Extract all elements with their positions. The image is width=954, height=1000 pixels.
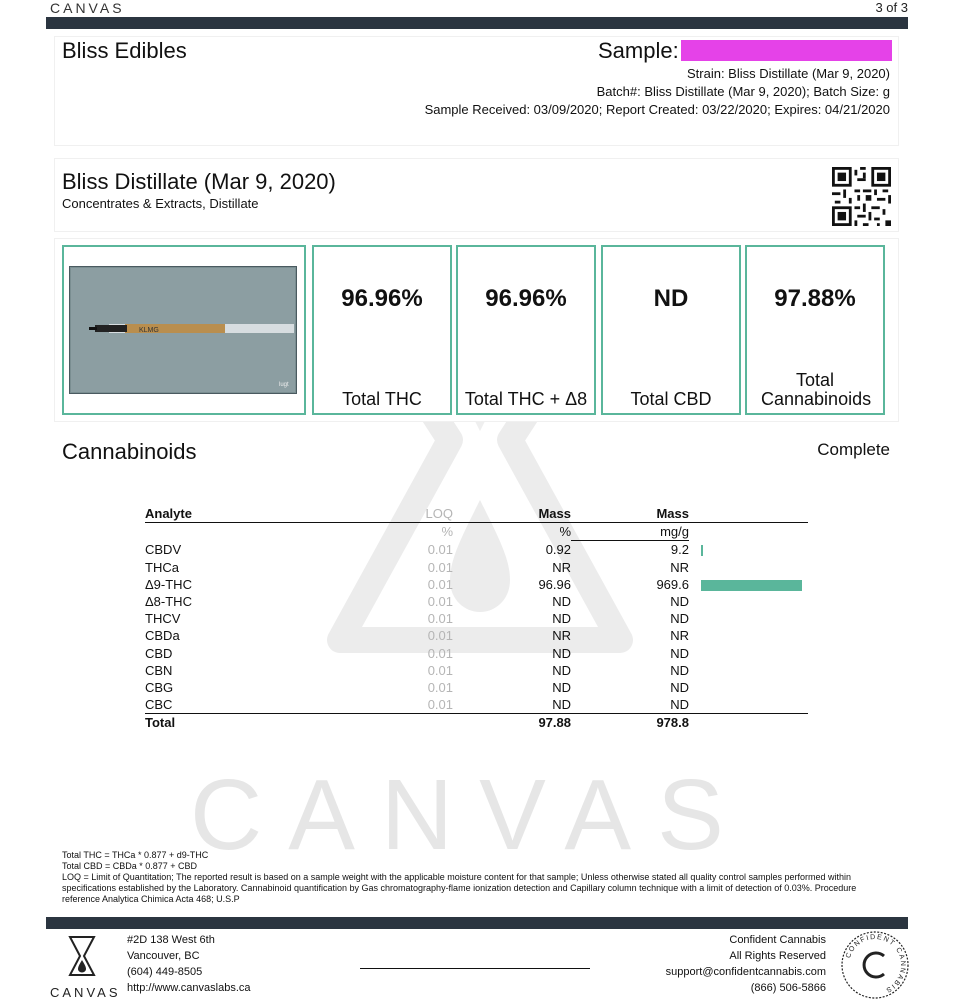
seal-text: CONFIDENT CANNABIS [844,933,907,994]
mass-pct-cell: 96.96 [538,576,571,592]
product-photo[interactable] [69,266,297,394]
kpi-label: Total THC [342,389,422,409]
loq-cell: 0.01 [427,645,453,661]
kpi-total-thc-d8 [456,245,596,415]
analyte-cell: THCa [145,559,179,575]
mass-pct-cell: ND [552,594,571,610]
footer-brand: CANVAS [50,985,121,1000]
table-row [145,593,808,610]
mass-pct-cell: ND [552,697,571,713]
total-label: Total [145,714,385,732]
footer-company [666,932,826,996]
note-total-cbd: Total CBD = CBDa * 0.877 + CBD [62,861,198,871]
analyte-header: Analyte [145,505,385,523]
table-row [145,627,808,644]
mass-pct-cell: NR [552,559,571,575]
table-row [145,696,808,714]
table-row [145,610,808,627]
product-category: Concentrates & Extracts, Distillate [62,196,259,211]
address-line: Vancouver, BC [127,950,200,962]
footer-address [127,932,251,996]
mass-pct-cell: ND [552,611,571,627]
mass-pct-cell: NR [552,628,571,644]
kpi-value: ND [653,285,689,312]
kpi-label: Total THC + Δ8 [464,389,588,409]
mass-mg-cell: 9.2 [670,542,689,558]
mass-pct-unit: % [559,524,571,540]
mass-bar-cell [689,696,808,714]
mass-bar-cell [689,679,808,696]
footer-bar [46,917,908,929]
canvas-logo-icon [66,934,98,978]
support-phone: (866) 506-5866 [750,982,826,994]
batch-line: Batch#: Bliss Distillate (Mar 9, 2020); Batch Size: g [596,84,890,99]
mass-mg-cell: ND [670,697,689,713]
mass-bar-cell [689,610,808,627]
page-indicator: 3 of 3 [875,0,908,15]
kpi-value: 96.96% [341,285,423,312]
kpi-label: Total Cannabinoids [761,370,872,409]
mass-bar [701,545,703,556]
kpi-total-cbd [601,245,741,415]
total-pct: 97.88 [453,714,571,732]
mass-bar-cell [689,593,808,610]
mass-mg-cell: ND [670,662,689,678]
total-row [145,714,808,732]
cannabinoids-status: Complete [817,440,890,459]
photo-watermark-text: lugt [279,382,289,388]
rights-line: All Rights Reserved [729,950,826,962]
table-row [145,662,808,679]
loq-cell: 0.01 [427,697,453,713]
analyte-cell: CBD [145,645,173,661]
mass-bar-cell [689,662,808,679]
canvas-watermark-text: CANVAS [190,759,750,871]
client-name: Bliss Edibles [62,38,187,63]
company-name: Confident Cannabis [729,934,826,946]
address-line: #2D 138 West 6th [127,934,215,946]
mass-bar [701,580,802,591]
analyte-cell: CBC [145,697,173,713]
kpi-total-cannabinoids [745,245,885,415]
header-bar [46,17,908,29]
loq-header: LOQ [385,505,453,523]
mass-mg-cell: 969.6 [656,576,689,592]
loq-cell: 0.01 [427,542,453,558]
mass-bar-cell [689,559,808,576]
mass-pct-cell: ND [552,662,571,678]
cannabinoids-title: Cannabinoids [62,439,197,464]
mass-mg-cell: ND [670,611,689,627]
kpi-value: 96.96% [485,285,567,312]
analyte-cell: Δ8-THC [145,594,192,610]
cannabinoids-table [145,505,808,732]
mass-pct-cell: ND [552,680,571,696]
table-header-row [145,505,808,523]
table-row [145,576,808,593]
loq-cell: 0.01 [427,576,453,592]
table-row [145,559,808,576]
mass-mg-header: Mass [571,505,689,523]
mass-mg-cell: NR [670,559,689,575]
note-total-thc: Total THC = THCa * 0.877 + d9-THC [62,850,209,860]
kpi-value: 97.88% [774,285,856,312]
signature-line [360,968,590,969]
sample-redaction [681,40,892,61]
units-row [145,523,808,541]
analyte-cell: Δ9-THC [145,576,192,592]
analyte-cell: CBN [145,662,173,678]
photo-syringe-text: KLMG [139,327,159,334]
kpi-total-thc [312,245,452,415]
loq-cell: 0.01 [427,662,453,678]
analyte-cell: CBDa [145,628,180,644]
brand-logo-text: CANVAS [50,0,125,16]
mass-pct-cell: 0.92 [545,542,571,558]
mass-mg-cell: ND [670,645,689,661]
table-row [145,679,808,696]
loq-cell: 0.01 [427,680,453,696]
total-mg: 978.8 [571,714,689,732]
support-email-link[interactable]: support@confidentcannabis.com [665,966,826,978]
analyte-cell: CBG [145,680,174,696]
mass-bar-cell [689,576,808,593]
bar-header [689,505,808,523]
qr-code[interactable] [832,167,891,226]
website-link[interactable]: http://www.canvaslabs.ca [127,982,251,994]
table-row [145,541,808,559]
loq-cell: 0.01 [427,628,453,644]
loq-unit: % [441,524,453,540]
mass-mg-cell: ND [670,594,689,610]
mass-bar-cell [689,541,808,559]
strain-line: Strain: Bliss Distillate (Mar 9, 2020) [686,66,890,81]
mass-pct-header: Mass [453,505,571,523]
kpi-label: Total CBD [630,389,712,409]
analyte-cell: CBDV [145,542,182,558]
mass-mg-cell: ND [670,680,689,696]
dates-line: Sample Received: 03/09/2020; Report Created: 03/22/2020; Expires: 04/21/2020 [424,102,890,117]
product-name: Bliss Distillate (Mar 9, 2020) [62,169,336,194]
sample-label: Sample: [598,38,679,63]
phone-line: (604) 449-8505 [127,966,203,978]
mass-bar-cell [689,627,808,644]
mass-mg-unit: mg/g [571,523,689,541]
analyte-cell: THCV [145,611,181,627]
loq-cell: 0.01 [427,594,453,610]
confident-cannabis-seal [840,930,910,1000]
mass-pct-cell: ND [552,645,571,661]
loq-cell: 0.01 [427,559,453,575]
loq-cell: 0.01 [427,611,453,627]
note-loq: LOQ = Limit of Quantitation; The reported result is based on a sample weight with the applicable moisture content for that sample; Unless otherwise stated all quality control samples performed within specifications established by the Laboratory. Cannabinoid quantification by Gas chromatography-flame ionization detection and Capillary column technique with a limit of detection of 0.03%. Procedure reference Analytica Chimica Acta 468; U.S.P [62,872,857,904]
table-row [145,645,808,662]
mass-bar-cell [689,645,808,662]
mass-mg-cell: NR [670,628,689,644]
